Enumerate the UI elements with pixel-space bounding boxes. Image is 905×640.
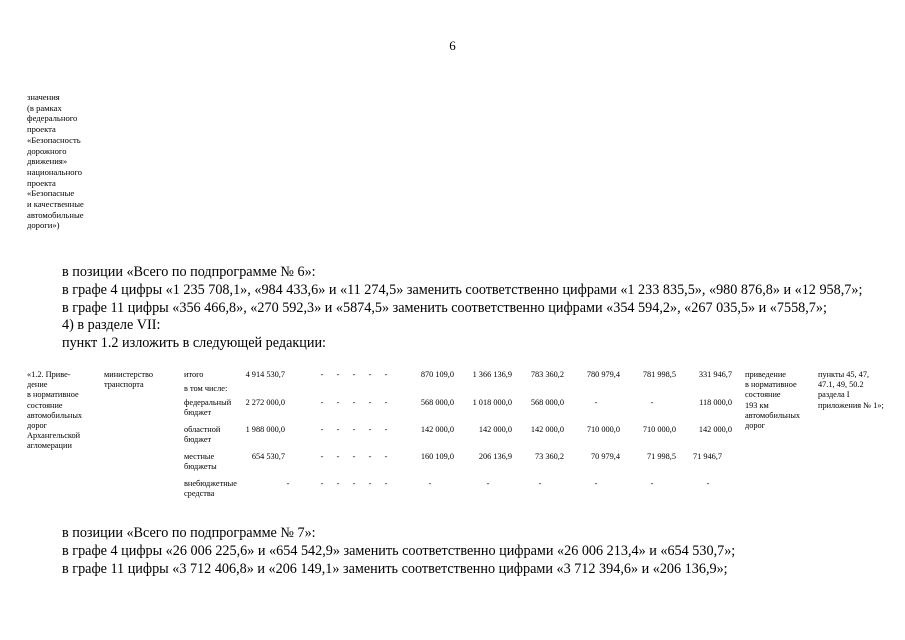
table-cell: 142 000,0 (478, 425, 512, 434)
fragment-line: проекта (27, 177, 56, 188)
table-text: состояние (27, 400, 63, 410)
table-source-cell (184, 479, 237, 499)
fragment-line: автомобильные (27, 209, 84, 220)
table-cell: 4 914 530,7 (245, 370, 285, 379)
table-cell: 71 998,5 (646, 452, 676, 461)
table-text: «1.2. Приве- (27, 370, 71, 379)
table-text: в нормативное (745, 380, 797, 390)
table-cell: - (368, 479, 372, 488)
paragraph: в позиции «Всего по подпрограмме № 6»: (62, 264, 316, 280)
table-cell: - (320, 370, 324, 379)
table-cell: - (368, 370, 372, 379)
fragment-line: национального (27, 166, 83, 177)
table-cell: - (538, 479, 542, 488)
fragment-line: федерального (27, 113, 78, 124)
table-cell: 568 000,0 (530, 398, 564, 407)
table-text: дорог (745, 421, 766, 431)
table-text: средства (184, 489, 215, 499)
table-cell: - (384, 425, 388, 434)
table-cell: - (384, 479, 388, 488)
table-cell: - (594, 398, 598, 407)
table-cell: - (320, 452, 324, 461)
table-text: состояние (745, 390, 781, 400)
paragraph: 4) в разделе VII: (62, 317, 161, 333)
table-text: Архангельской (27, 431, 81, 441)
table-text: автомобильных (745, 410, 801, 420)
table-text: пункты 45, 47, (818, 370, 870, 379)
table-cell: - (352, 425, 356, 434)
table-executor (104, 370, 153, 390)
table-cell: 331 946,7 (698, 370, 732, 379)
table-text: транспорта (104, 380, 144, 390)
fragment-line: значения (27, 92, 60, 102)
fragment-line: проекта (27, 124, 56, 135)
table-cell: 1 018 000,0 (472, 398, 512, 407)
table-cell: 2 272 000,0 (245, 398, 285, 407)
fragment-line: «Безопасность (27, 134, 81, 145)
table-text: федеральный (184, 398, 232, 407)
table-text: местные (184, 452, 215, 461)
table-link (818, 370, 884, 411)
table-cell: - (486, 479, 490, 488)
paragraph: в графе 4 цифры «26 006 225,6» и «654 542,9» заменить соответственно цифрами «26 006 213,4» и «654 530,7»; (62, 543, 736, 559)
paragraph: пункт 1.2 изложить в следующей редакции: (62, 335, 326, 351)
table-result (745, 370, 800, 431)
table-text: автомобильных (27, 410, 83, 420)
fragment-line: и качественные (27, 199, 84, 210)
fragment-line: движения» (27, 156, 68, 167)
table-cell: 73 360,2 (534, 452, 564, 461)
table-source-cell: в том числе: (184, 384, 228, 393)
table-cell: - (368, 452, 372, 461)
table-cell: 781 998,5 (642, 370, 676, 379)
table-cell: 142 000,0 (530, 425, 564, 434)
table-cell: - (320, 479, 324, 488)
table-cell: - (352, 452, 356, 461)
table-cell: - (336, 452, 340, 461)
table-cell: - (320, 398, 324, 407)
table-cell: - (384, 398, 388, 407)
table-cell: - (650, 479, 654, 488)
table-cell: - (336, 370, 340, 379)
table-text: в нормативное (27, 390, 79, 400)
table-text: 193 км (745, 400, 769, 410)
table-cell: - (706, 479, 710, 488)
table-cell: - (336, 479, 340, 488)
table-cell: - (428, 479, 432, 488)
table-text: 47.1, 49, 50.2 (818, 380, 864, 390)
table-cell: 70 979,4 (590, 452, 620, 461)
table-text: бюджеты (184, 462, 217, 472)
table-cell: - (384, 452, 388, 461)
table-cell: 780 979,4 (586, 370, 620, 379)
table-item-name (27, 370, 82, 452)
table-text: бюджет (184, 435, 212, 445)
table-text: дорог (27, 421, 48, 431)
table-cell: 568 000,0 (420, 398, 454, 407)
table-cell: - (368, 398, 372, 407)
table-cell: - (336, 398, 340, 407)
fragment-line: (в рамках (27, 102, 62, 113)
table-cell: 206 136,9 (478, 452, 512, 461)
paragraph: в графе 11 цифры «356 466,8», «270 592,3» и «5874,5» заменить соответственно цифрами «354 594,2», «267 035,5» и «7558,7»; (62, 300, 827, 316)
table-cell: 870 109,0 (420, 370, 454, 379)
page-number: 6 (449, 38, 456, 53)
table-text: дение (27, 380, 48, 390)
paragraph: в графе 4 цифры «1 235 708,1», «984 433,6» и «11 274,5» заменить соответственно цифрами «1 233 835,5», «980 876,8» и «12 958,7»; (62, 282, 863, 298)
table-cell: 160 109,0 (420, 452, 454, 461)
table-cell: 654 530,7 (251, 452, 285, 461)
fragment-line: «Безопасные (27, 188, 75, 199)
table-cell: 1 988 000,0 (245, 425, 285, 434)
table-text: внебюджетные (184, 479, 237, 488)
table-source-cell (184, 452, 217, 472)
table-cell: 118 000,0 (699, 398, 732, 407)
table-source-cell: итого (184, 370, 204, 379)
table-cell: 710 000,0 (586, 425, 620, 434)
table-source-cell (184, 425, 220, 445)
table-cell: - (594, 479, 598, 488)
table-cell: - (320, 425, 324, 434)
table-cell: 71 946,7 (692, 452, 722, 461)
table-cell: - (336, 425, 340, 434)
table-cell: 783 360,2 (530, 370, 564, 379)
table-cell: 1 366 136,9 (472, 370, 512, 379)
table-text: приложения № 1»; (818, 400, 884, 410)
table-cell: - (384, 370, 388, 379)
fragment-line: дороги») (27, 220, 60, 231)
table-text: приведение (745, 370, 786, 379)
table-text: министерство (104, 370, 154, 379)
fragment-line: дорожного (27, 145, 67, 156)
table-cell: - (352, 479, 356, 488)
table-cell: - (286, 479, 290, 488)
table-cell: - (352, 398, 356, 407)
table-text: раздела I (818, 390, 850, 400)
paragraph: в графе 11 цифры «3 712 406,8» и «206 149,1» заменить соответственно цифрами «3 712 394,6» и «206 136,9»; (62, 561, 728, 577)
table-cell: - (650, 398, 654, 407)
table-text: бюджет (184, 408, 212, 418)
table-cell: 710 000,0 (642, 425, 676, 434)
table-cell: - (368, 425, 372, 434)
table-text: агломерации (27, 441, 72, 451)
paragraph: в позиции «Всего по подпрограмме № 7»: (62, 525, 316, 541)
table-cell: 142 000,0 (698, 425, 732, 434)
table-text: областной (184, 425, 221, 434)
table-cell: - (352, 370, 356, 379)
table-cell: 142 000,0 (420, 425, 454, 434)
